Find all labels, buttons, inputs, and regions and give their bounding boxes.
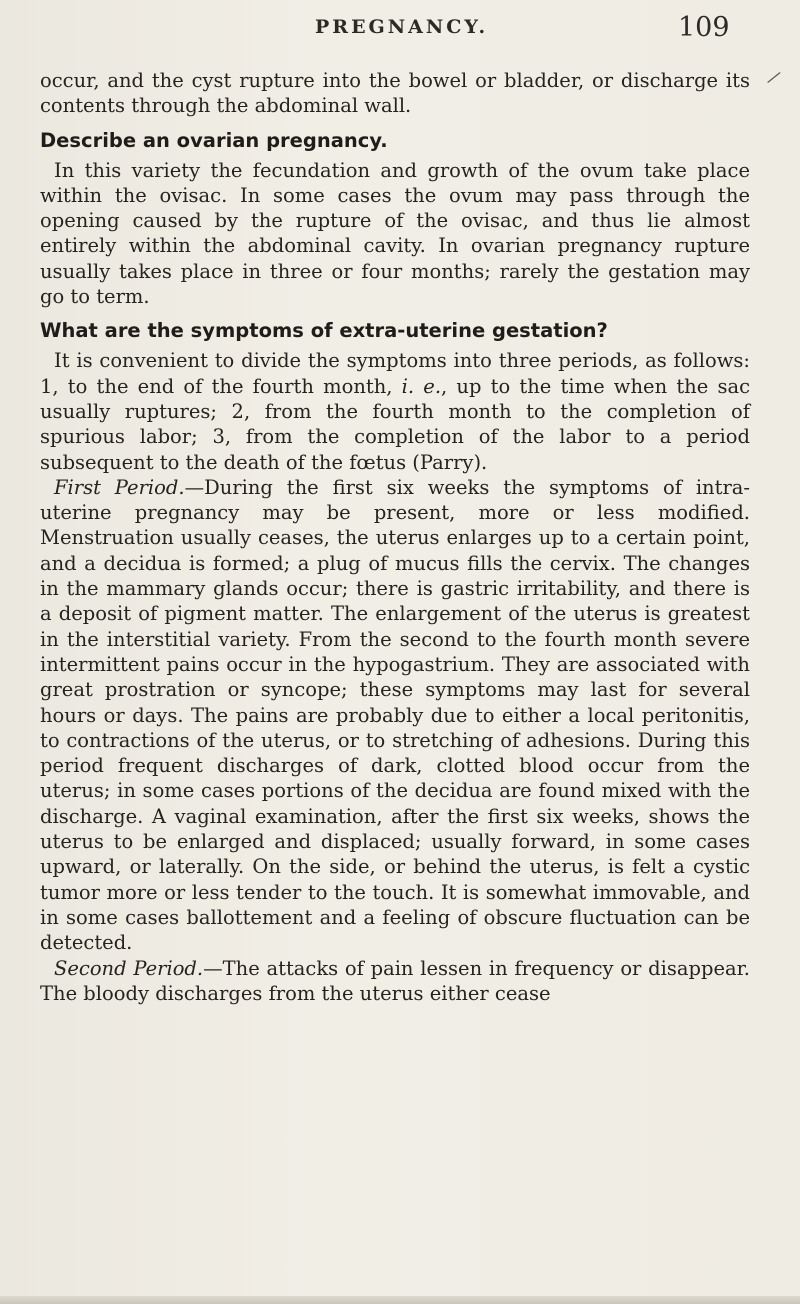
question-heading-symptoms: What are the symptoms of extra-uterine gestation?	[40, 319, 608, 343]
second-period-label: Second Period.	[54, 956, 204, 980]
abbreviation-ie: i. e.	[401, 374, 442, 398]
question-heading-ovarian-pregnancy: Describe an ovarian pregnancy.	[40, 128, 388, 152]
first-period-text: —During the first six weeks the symptoms of intra-uterine pregnancy may be present, more or less modified. Menstruation usually ceases, the uterus enlarges up to a certain point, and a decidua is formed; a plug of mucus fills the cervix. The changes in the mammary glands occur; there is gastric irritability, and there is a deposit of pigment matter. The enlargement of the uterus is greatest in the interstitial variety. From the second to the fourth month severe intermittent pains occur in the hypogastrium. They are associated with great prostration or syncope; these symptoms may last for several hours or days. The pains are probably due to either a local peritonitis, to contractions of the uterus, or to stretching of adhesions. During this period frequent discharges of dark, clotted blood occur from the uterus; in some cases portions of the decidua are found mixed with the discharge. A vaginal examination, after the first six weeks, shows the uterus to be enlarged and displaced; usually forward, in some cases upward, or laterally. On the side, or behind the uterus, is felt a cystic tumor more or less tender to the touch. It is somewhat immovable, and in some cases ballottement and a feeling of obscure fluctuation can be detected.	[40, 475, 750, 955]
page-header	[0, 14, 800, 46]
page-body	[40, 68, 750, 1006]
second-period-text: —The attacks of pain lessen in frequency or disappear. The bloody discharges from the uterus either cease	[40, 956, 750, 1005]
symptom-periods-text-b: , up to the time when the sac usually ruptures; 2, from the fourth month to the completion of spurious labor; 3, from the completion of the labor to a period subsequent to the death of the fœtus (Parry).	[40, 374, 750, 474]
paragraph-continuation: occur, and the cyst rupture into the bowel or bladder, or discharge its contents through the abdominal wall.	[40, 69, 750, 118]
paragraph-second-period	[40, 956, 750, 1007]
page-number: 109	[678, 12, 730, 43]
first-period-label: First Period.	[54, 475, 185, 499]
running-head: PREGNANCY.	[315, 16, 489, 38]
symptom-periods-text-a: It is convenient to divide the symptoms into three periods, as follows: 1, to the end of the fourth month,	[40, 349, 750, 398]
paragraph-ovarian-pregnancy: In this variety the fecundation and growth of the ovum take place within the ovisac. In some cases the ovum may pass through the opening caused by the rupture of the ovisac, and thus lie almost entirely within the abdominal cavity. In ovarian pregnancy rupture usually takes place in three or four months; rarely the gestation may go to term.	[40, 158, 750, 309]
page-bottom-edge	[0, 1296, 800, 1304]
margin-pencil-mark: ⁄	[768, 68, 779, 89]
paragraph-symptom-periods	[40, 348, 750, 474]
paragraph-first-period	[40, 475, 750, 956]
